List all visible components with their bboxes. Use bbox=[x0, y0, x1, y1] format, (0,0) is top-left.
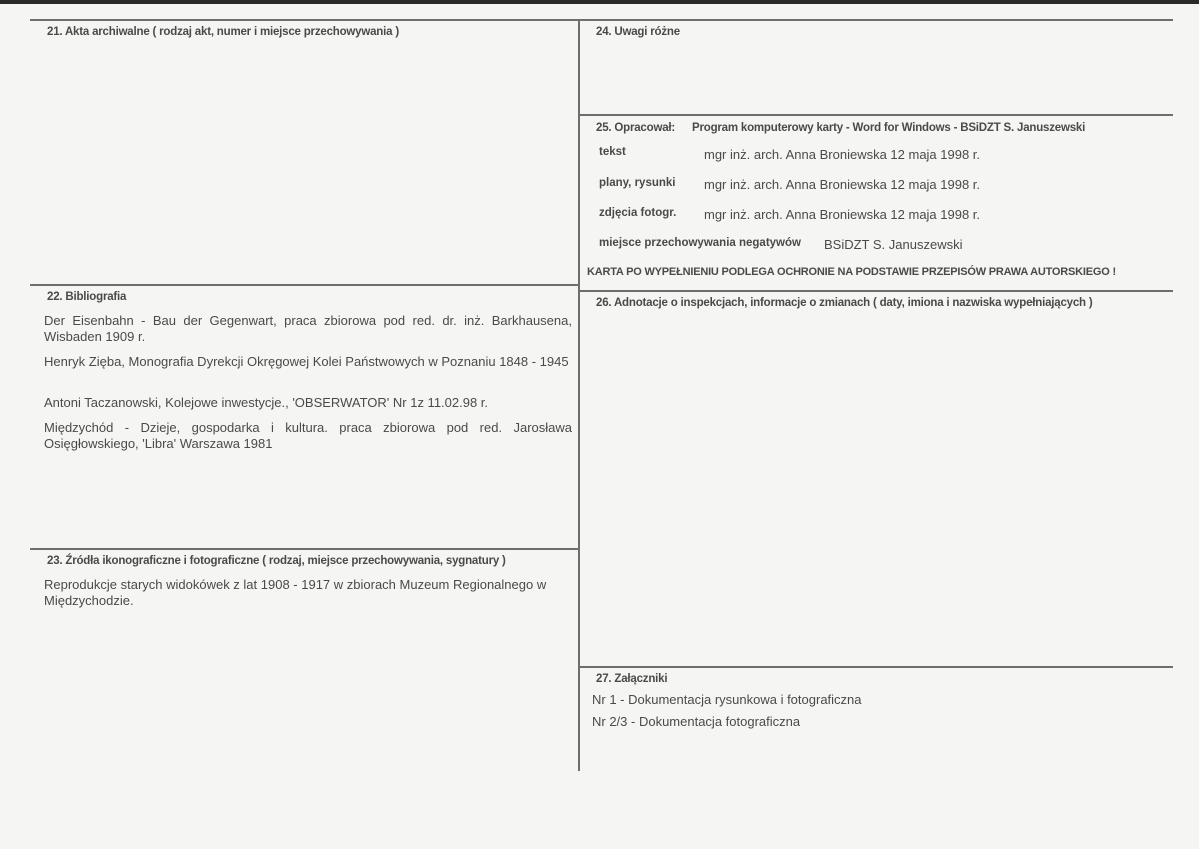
rule-s22-s23 bbox=[30, 548, 579, 550]
s26-header: 26. Adnotacje o inspekcjach, informacje o zmianach ( daty, imiona i nazwiska wypełniających ) bbox=[596, 297, 1093, 309]
s22-item-3: Antoni Taczanowski, Kolejowe inwestycje., 'OBSERWATOR' Nr 1z 11.02.98 r. bbox=[44, 395, 489, 410]
s25-row-label-photos: zdjęcia fotogr. bbox=[599, 207, 677, 219]
s25-row-value-plans: mgr inż. arch. Anna Broniewska 12 maja 1998 r. bbox=[704, 177, 981, 192]
s25-row-value-text: mgr inż. arch. Anna Broniewska 12 maja 1998 r. bbox=[704, 147, 981, 162]
rule-s26-s27 bbox=[579, 666, 1173, 668]
rule-s24-s25 bbox=[579, 114, 1173, 116]
s25-row-label-negatives: miejsce przechowywania negatywów bbox=[599, 237, 801, 249]
s25-row-label-plans: plany, rysunki bbox=[599, 177, 676, 189]
s24-header: 24. Uwagi różne bbox=[596, 26, 680, 38]
s22-item-4: Międzychód - Dzieje, gospodarka i kultura. praca zbiorowa pod red. Jarosława Osięgłowskiego, 'Libra' Warszawa 1981 bbox=[44, 420, 572, 451]
s25-row-value-negatives: BSiDZT S. Januszewski bbox=[824, 237, 963, 252]
s23-header: 23. Źródła ikonograficzne i fotograficzne ( rodzaj, miejsce przechowywania, sygnatury ) bbox=[47, 555, 506, 567]
s25-row-value-photos: mgr inż. arch. Anna Broniewska 12 maja 1998 r. bbox=[704, 207, 981, 222]
s22-header: 22. Bibliografia bbox=[47, 291, 127, 303]
top-edge bbox=[0, 0, 1199, 4]
s22-item-1: Der Eisenbahn - Bau der Gegenwart, praca zbiorowa pod red. dr. inż. Barkhausena, Wisbaden 1909 r. bbox=[44, 313, 572, 344]
rule-s21-s22 bbox=[30, 284, 579, 286]
rule-center bbox=[578, 19, 580, 771]
s27-header: 27. Załączniki bbox=[596, 673, 668, 685]
s21-header: 21. Akta archiwalne ( rodzaj akt, numer i miejsce przechowywania ) bbox=[47, 26, 399, 38]
s25-copyright-notice: KARTA PO WYPEŁNIENIU PODLEGA OCHRONIE NA PODSTAWIE PRZEPISÓW PRAWA AUTORSKIEGO ! bbox=[587, 266, 1116, 278]
s22-item-2: Henryk Zięba, Monografia Dyrekcji Okręgowej Kolei Państwowych w Poznaniu 1848 - 1945 bbox=[44, 354, 569, 369]
s27-item-1: Nr 1 - Dokumentacja rysunkowa i fotograficzna bbox=[592, 692, 862, 707]
s27-item-2: Nr 2/3 - Dokumentacja fotograficzna bbox=[592, 714, 801, 729]
s25-row-label-text: tekst bbox=[599, 146, 626, 158]
rule-top bbox=[30, 19, 1173, 21]
s25-header-label: 25. Opracował: bbox=[596, 122, 676, 134]
rule-s25-s26 bbox=[579, 290, 1173, 292]
s25-header-value: Program komputerowy karty - Word for Windows - BSiDZT S. Januszewski bbox=[692, 122, 1086, 134]
s23-text: Reprodukcje starych widokówek z lat 1908 - 1917 w zbiorach Muzeum Regionalnego w Międzychodzie. bbox=[44, 577, 547, 608]
